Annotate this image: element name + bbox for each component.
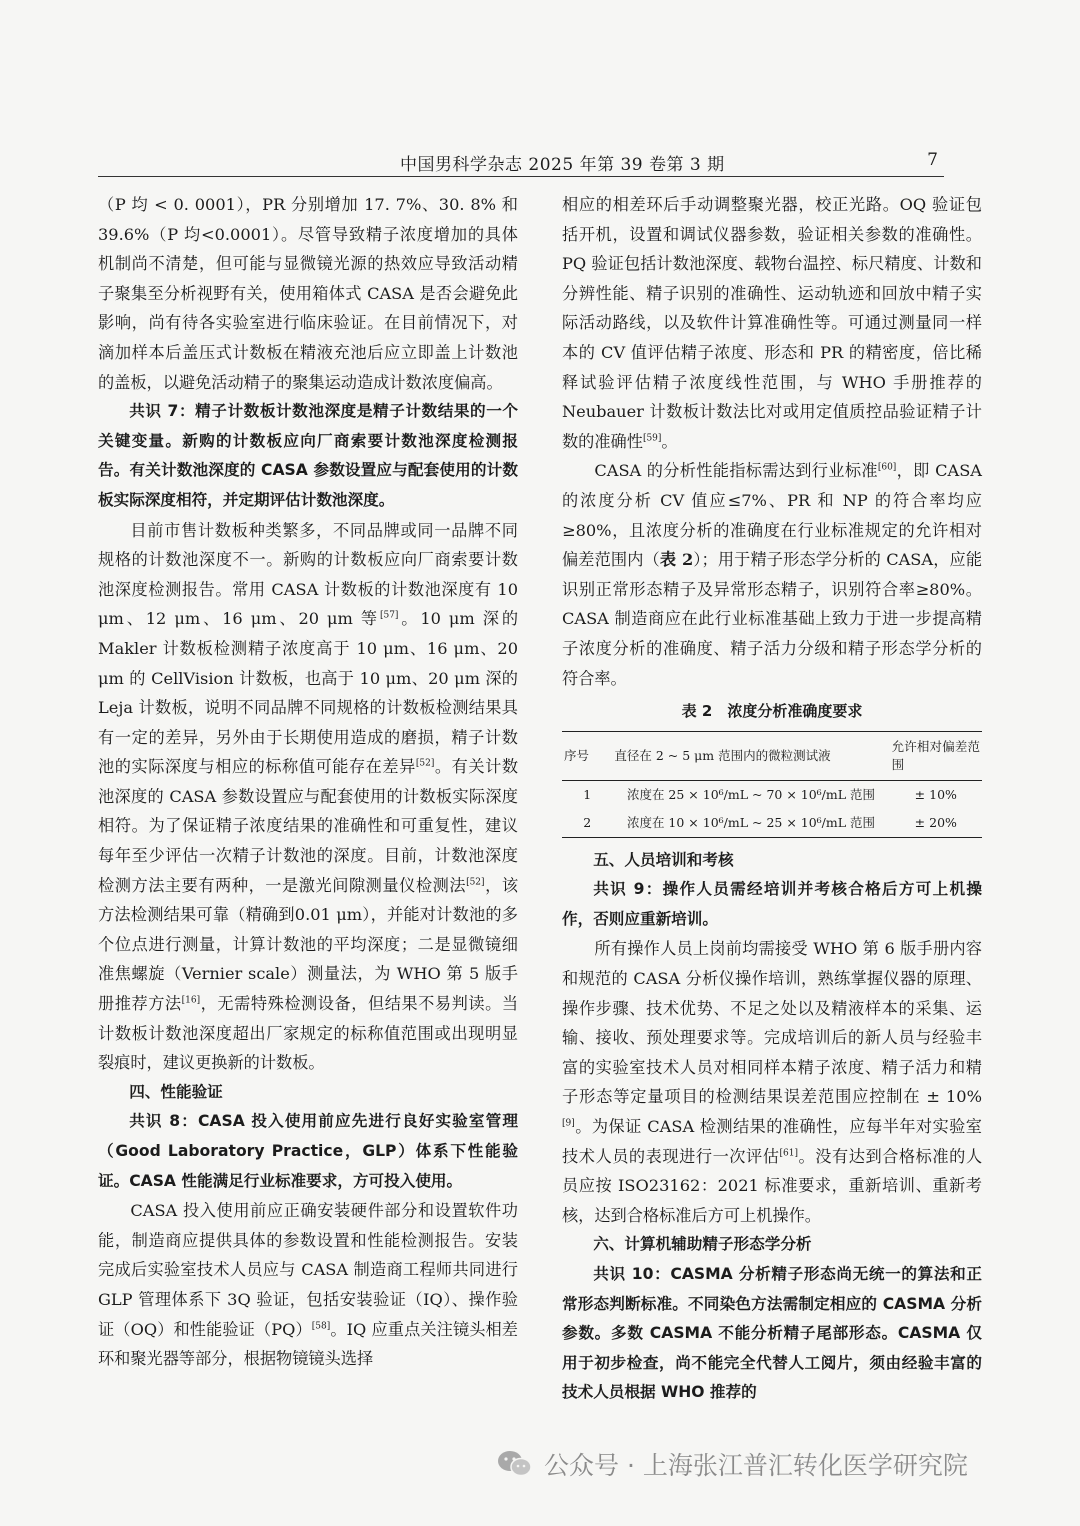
paragraph: 目前市售计数板种类繁多，不同品牌或同一品牌不同规格的计数池深度不一。新购的计数板应向厂商索要计数池深度检测报告。常用 CASA 计数板的计数池深度有 10 μm、12 μm、16 μm、20 μm 等[57]。10 μm 深的 Makler 计数板检测精子浓度高于 10 μm、16 μm、20 μm 的 CellVision 计数板，也高于 10 μm、20 μm 深的 Leja 计数板，说明不同品牌不同规格的计数板检测结果具有一定的差异，另外由于长期使用造成的磨损，精子计数池的实际深度与相应的标称值可能存在差异[52]。有关计数池深度的 CASA 参数设置应与配套使用的计数板实际深度相符。为了保证精子浓度结果的准确性和可重复性，建议每年至少评估一次精子计数池的深度。目前，计数池深度检测方法主要有两种，一是激光间隙测量仪检测法[52]，该方法检测结果可靠（精确到0.01 μm），并能对计数池的多个位点进行测量，计算计数池的平均深度；二是显微镜细准焦螺旋（Vernier scale）测量法，为 WHO 第 5 版手册推荐方法[16]，无需特殊检测设备，但结果不易判读。当计数板计数池深度超出厂家规定的标称值范围或出现明显裂痕时，建议更换新的计数板。 — [98, 520, 519, 1073]
citation: [60] — [877, 462, 897, 473]
left-column — [98, 190, 518, 1374]
section-heading: 六、计算机辅助精子形态学分析 — [593, 1235, 812, 1254]
consensus-7: 共识 7：精子计数板计数池深度是精子计数结果的一个关键变量。新购的计数板应向厂商索要计数池深度检测报告。有关计数池深度的 CASA 参数设置应与配套使用的计数板实际深度相符，并定期评估计数池深度。 — [98, 402, 518, 509]
citation: [61] — [779, 1148, 798, 1159]
consensus-9: 共识 9：操作人员需经培训并考核合格后方可上机操作，否则应重新培训。 — [562, 880, 982, 928]
watermark-text: 公众号 · 上海张江普汇转化医学研究院 — [544, 1451, 968, 1480]
citation: [16] — [181, 995, 201, 1006]
watermark — [496, 1444, 968, 1484]
paragraph: （P 均 < 0. 0001），PR 分别增加 17. 7%、30. 8% 和 39.6%（P 均<0.0001）。尽管导致精子浓度增加的具体机制尚不清楚，但可能与显微镜光源的热效应导致活动精子聚集至分析视野有关，使用箱体式 CASA 是否会避免此影响，尚有待各实验室进行临床验证。在目前情况下，对滴加样本后盖压式计数板在精液充池后应立即盖上计数池的盖板，以避免活动精子的聚集运动造成计数浓度偏高。 — [98, 195, 518, 392]
citation: [59] — [642, 433, 662, 444]
journal-title: 中国男科学杂志 2025 年第 39 卷第 3 期 — [400, 155, 725, 175]
citation: [52] — [466, 877, 485, 888]
citation: [57] — [379, 610, 399, 621]
table-cell: 2 — [562, 809, 612, 838]
consensus-8: 共识 8：CASA 投入使用前应先进行良好实验室管理（Good Laboratory Practice，GLP）体系下性能验证。CASA 性能满足行业标准要求，方可投入使用。 — [98, 1112, 518, 1190]
section-heading: 四、性能验证 — [129, 1082, 223, 1101]
table-cell: ± 10% — [914, 786, 957, 802]
paragraph: 所有操作人员上岗前均需接受 WHO 第 6 版手册内容和规范的 CASA 分析仪操作培训，熟练掌握仪器的原理、操作步骤、技术优势、不足之处以及精液样本的采集、运输、接收、预处理要求等。完成培训后的新人员与经验丰富的实验室技术人员对相同样本精子浓度、精子活力和精子形态等定量项目的检测结果误差范围应控制在 ± 10%[9]。为保证 CASA 检测结果的准确性，应每半年对实验室技术人员的表现进行一次评估[61]。没有达到合格标准的人员应按 ISO23162：2021 标准要求，重新培训、重新考核，达到合格标准后方可上机操作。 — [562, 939, 983, 1225]
table-cell: 1 — [583, 786, 592, 802]
table-reference: 表 2 — [659, 550, 694, 570]
table-header: 序号 — [562, 731, 612, 780]
paragraph: 相应的相差环后手动调整聚光器，校正光路。OQ 验证包括开机，设置和调试仪器参数，验证相关参数的准确性。PQ 验证包括计数池深度、载物台温控、标尺精度、计数和分辨性能、精子识别的准确性、运动轨迹和回放中精子实际活动路线，以及软件计算准确性等。可通过测量同一样本的 CV 值评估精子浓度、形态和 PR 的精密度，倍比稀释试验评估精子浓度线性范围，与 WHO 手册推荐的 Neubauer 计数板计数法比对或用定值质控品验证精子计数的准确性[59]。 — [562, 195, 982, 451]
table-header: 允许相对偏差范围 — [890, 731, 982, 780]
wechat-icon — [496, 1449, 534, 1479]
page-number: 7 — [927, 150, 938, 170]
paragraph: CASA 投入使用前应正确安装硬件部分和设置软件功能，制造商应提供具体的参数设置和性能检测报告。安装完成后实验室技术人员应与 CASA 制造商工程师共同进行 GLP 管理体系下 3Q 验证，包括安装验证（IQ）、操作验证（OQ）和性能验证（PQ）[58]。IQ 应重点关注镜头相差环和聚光器等部分，根据物镜镜头选择 — [98, 1201, 518, 1369]
table-header: 直径在 2 ~ 5 μm 范围内的微粒测试液 — [612, 731, 889, 780]
citation: [58] — [311, 1321, 331, 1332]
right-column — [562, 190, 982, 1408]
table-cell: 浓度在 25 × 10⁶/mL ~ 70 × 10⁶/mL 范围 — [626, 786, 876, 802]
citation: [9] — [562, 1118, 575, 1129]
accuracy-table — [562, 731, 982, 838]
table-header-row — [562, 731, 982, 780]
citation: [52] — [415, 758, 435, 769]
section-heading: 五、人员培训和考核 — [593, 850, 734, 869]
table-caption: 表 2 浓度分析准确度要求 — [681, 702, 863, 721]
table-cell: ± 20% — [890, 809, 982, 838]
consensus-10: 共识 10：CASMA 分析精子形态尚无统一的算法和正常形态判断标准。不同染色方法需制定相应的 CASMA 分析参数。多数 CASMA 不能分析精子尾部形态。CASMA 仅用于初步检查，尚不能完全代替人工阅片，须由经验丰富的技术人员根据 WHO 推荐的 — [562, 1265, 982, 1402]
table-row — [562, 780, 982, 809]
paragraph: CASA 的分析性能指标需达到行业标准[60]，即 CASA 的浓度分析 CV 值应≤7%、PR 和 NP 的符合率均应≥80%，且浓度分析的准确度在行业标准规定的允许相对偏差范围内（表 2）；用于精子形态学分析的 CASA，应能识别正常形态精子及异常形态精子，识别符合率≥80%。CASA 制造商应在此行业标准基础上致力于进一步提高精子浓度分析的准确度、精子活力分级和精子形态学分析的符合率。 — [562, 461, 983, 688]
running-header — [98, 150, 944, 177]
table-row — [562, 809, 982, 838]
table-cell: 浓度在 10 × 10⁶/mL ~ 25 × 10⁶/mL 范围 — [612, 809, 889, 838]
